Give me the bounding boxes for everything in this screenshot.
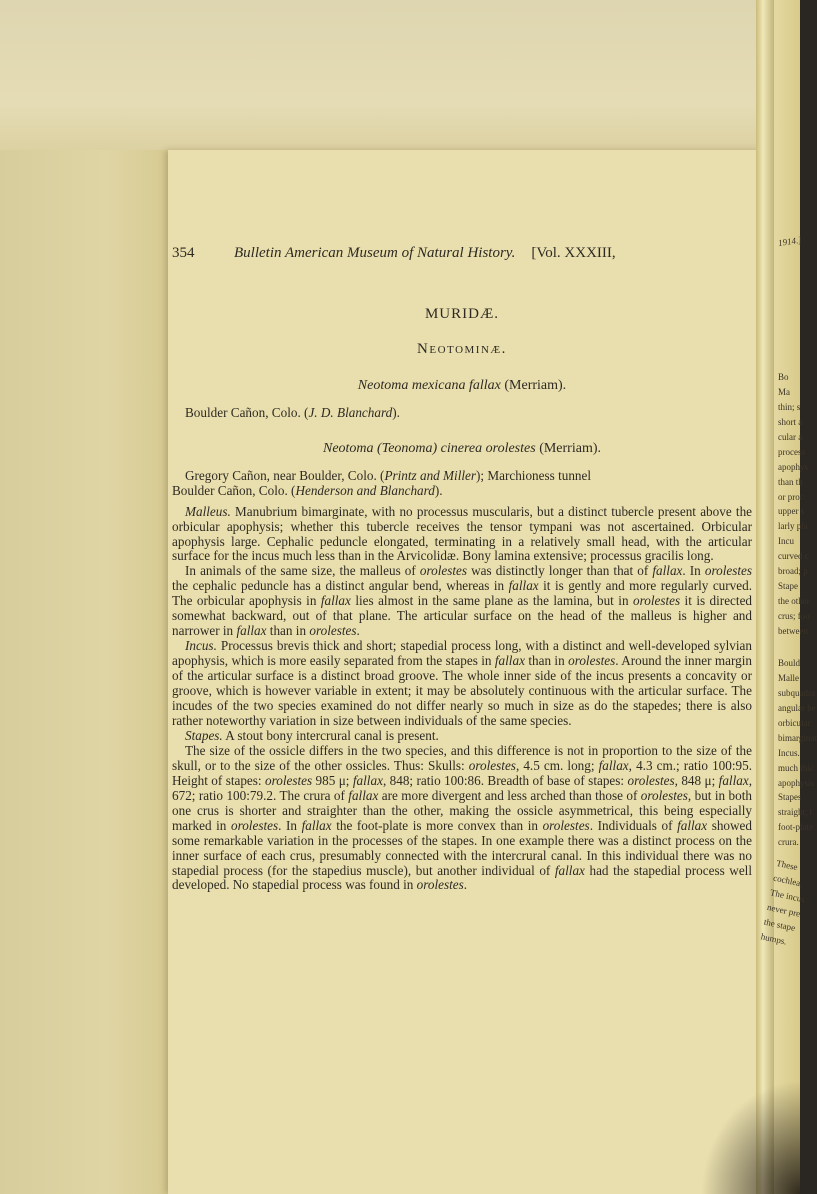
facing-page-line: the stape: [763, 916, 797, 933]
collector-name: Henderson and Blanchard: [295, 482, 435, 498]
paragraph-malleus: Malleus. Manubrium bimarginate, with no processus muscularis, but a distinct tubercle present above the orbicular apophysis; whether this tubercle receives the tensor tympani was not ascertained. Orbicular apophysis large. Cephalic peduncle elongated, terminating in a relatively small head, with the articular surface for the incus much less than in the Arvicolidæ. Bony lamina extensive; processus gracilis long.: [172, 503, 753, 564]
section-label-incus: Incus.: [185, 638, 217, 654]
left-paper-edge: [0, 150, 178, 1194]
text-column: [172, 246, 752, 893]
facing-page-line: apophys: [778, 461, 808, 472]
facing-page-line: curved c: [778, 551, 809, 562]
running-head: [172, 246, 752, 261]
facing-page-line: between: [778, 625, 808, 636]
species-heading-1: [172, 379, 752, 394]
collector-name: Printz and Miller: [384, 467, 477, 483]
facing-page-line: subquadra: [778, 687, 815, 698]
facing-page-line: never pre: [766, 901, 802, 919]
paragraph-stapes-size: The size of the ossicle differs in the two species, and this difference is not in proportion to the size of the skull, or to the size of the other ossicles. Thus: Skulls: orolestes, 4.5 cm. long; fallax, 4.3 cm.; ratio 100:95. Height of stapes: orolestes 985 μ; fallax, 848; ratio 100:86. Breadth of base of stapes: orolestes, 848 μ; fallax, 672; ratio 100:79.2. The crura of fallax are more divergent and less arched than those of orolestes, but in both one crus is shorter and straighter than the other, making the ossicle asymmetrical, this being especially marked in orolestes. In fallax the foot-plate is more convex than in orolestes. Individuals of fallax showed some remarkable variation in the processes of the stapes. In one example there was a distinct process on the inner surface of each crus, presumably connected with the intercrural canal. In this individual there was no stapedial process (for the stapedius muscle), but another individual of fallax had the stapedial process well developed. No stapedial process was found in orolestes.: [172, 742, 753, 893]
facing-page-line: thin; s: [778, 401, 801, 412]
facing-page-line: Stape: [778, 581, 798, 592]
scan-shadow: [700, 1080, 800, 1194]
section-label-stapes: Stapes.: [185, 727, 223, 743]
facing-page-fragment-1: [778, 370, 808, 639]
facing-page-line: upper s: [778, 506, 805, 517]
facing-page-header: 1914.]: [777, 234, 803, 249]
book-gutter: [756, 0, 776, 1194]
facing-page-line: Incus.: [778, 747, 800, 758]
page-number: 354: [172, 245, 195, 261]
species-author: (Merriam).: [504, 377, 567, 393]
species-author: (Merriam).: [539, 440, 601, 456]
paragraph-malleus-comparison: In animals of the same size, the malleus of orolestes was distinctly longer than that of fallax. In orolestes the cephalic peduncle has a distinct angular bend, whereas in fallax it is gently and more regularly curved. The orbicular apophysis in fallax lies almost in the same plane as the lamina, but in orolestes it is directed somewhat backward, out of that plane. The articular surface on the head of the malleus is higher and narrower in fallax than in orolestes.: [172, 563, 753, 639]
facing-page-line: straight; t: [778, 807, 813, 818]
facing-page-line: Bo: [778, 372, 789, 382]
subfamily-heading: Neotominæ.: [417, 340, 507, 357]
journal-title: Bulletin American Museum of Natural History.: [234, 245, 516, 261]
facing-page-line: Stapes: [778, 792, 802, 803]
facing-page-line: or proc: [778, 491, 804, 502]
facing-page-line: process: [778, 446, 805, 457]
locality-1: Boulder Cañon, Colo. (J. D. Blanchard).: [185, 404, 400, 420]
species-heading-2: [172, 442, 752, 457]
facing-page-line: cular a: [778, 431, 803, 442]
facing-page-line: larly pla: [778, 521, 808, 532]
facing-page-line: crura.: [778, 837, 799, 848]
facing-page-line: Malle: [778, 672, 799, 683]
facing-page-line: orbicular: [778, 717, 811, 728]
facing-page-line: bimarginat: [778, 732, 817, 743]
facing-page-line: crus; foo: [778, 611, 810, 621]
facing-page-line: cochlea,: [772, 872, 804, 889]
volume-label: [Vol. XXXIII,: [531, 245, 616, 261]
facing-page-line: short a: [778, 416, 803, 427]
facing-page-line: Bould: [778, 658, 801, 668]
facing-page-line: foot-plate: [778, 822, 813, 833]
top-paper-margin: [0, 0, 800, 150]
facing-page-line: angular be: [778, 702, 816, 713]
facing-page-line: much thic: [778, 762, 814, 773]
facing-page-fragment-2: [778, 656, 817, 850]
family-heading: MURIDÆ.: [424, 305, 500, 322]
collector-name: J. D. Blanchard: [308, 404, 393, 420]
facing-page-line: than th: [778, 476, 803, 487]
section-label-malleus: Malleus.: [185, 503, 231, 519]
paragraph-incus: Incus. Processus brevis thick and short; stapedial process long, with a distinct and well-developed sylvian apophysis, which is more easily separated from the stapes in fallax than in orolestes. Around the inner margin of the articular surface is a distinct broad groove. The whole inner side of the incus presents a concavity or groove, which is however variable in extent; it may be absolutely continuous with the articular surface. The incudes of the two species examined do not differ nearly so much in size as do the stapedes; there is also rather noteworthy variation in size between individuals of the same species.: [172, 638, 752, 728]
species-name: Neotoma (Teonoma) cinerea orolestes: [322, 440, 536, 456]
facing-page-line: apophysis: [778, 777, 814, 788]
facing-page-line: These: [775, 857, 799, 873]
facing-page-line: humps.: [759, 931, 788, 947]
facing-page-line: Ma: [778, 386, 790, 397]
facing-page-line: Incu: [778, 536, 794, 547]
species-name: Neotoma mexicana fallax: [357, 377, 501, 393]
facing-page-line: The incus: [769, 887, 806, 905]
locality-2: Gregory Cañon, near Boulder, Colo. (Printz and Miller); Marchioness tunnel Boulder Cañon, Colo. (Henderson and Blanchard).: [172, 467, 592, 498]
facing-page-line: broad; p: [778, 566, 808, 577]
facing-page-line: the other: [778, 596, 810, 607]
paragraph-stapes: Stapes. A stout bony intercrural canal is present.: [185, 727, 439, 743]
